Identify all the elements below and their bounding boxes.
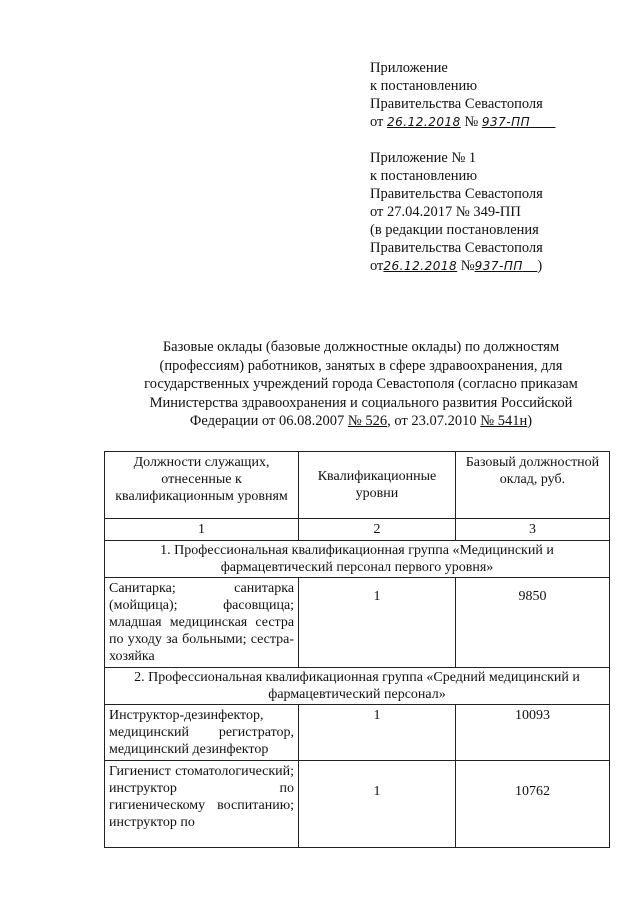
close-paren: ) [537, 258, 543, 274]
document-title [100, 338, 622, 431]
salary-cell: 9850 [455, 578, 609, 668]
table-row [105, 578, 610, 668]
column-number: 3 [455, 519, 609, 541]
handwritten-number: 937-ПП [474, 259, 523, 273]
positions-cell: Инструктор-дезинфектор, медицинский регистратор, медицинский дезинфектор [105, 705, 299, 761]
group-title: 2. Профессиональная квалификационная группа «Средний медицинский и фармацевтический персонал» [105, 668, 610, 705]
column-number-row [105, 519, 610, 541]
table-row [105, 705, 610, 761]
appendix-original-date: от 27.04.2017 № 349-ПП [370, 204, 521, 220]
title-line: Базовые оклады (базовые должностные оклады) по должностям [162, 339, 560, 355]
order-link[interactable]: № 541н [480, 413, 528, 429]
level-cell: 1 [299, 761, 456, 848]
column-number: 2 [299, 519, 456, 541]
appendix-issuer: Правительства Севастополя [370, 96, 543, 112]
salary-cell: 10762 [455, 761, 609, 848]
appendix-date-line [370, 113, 556, 131]
number-prefix: № [464, 114, 479, 130]
appendix-edition-issuer: Правительства Севастополя [370, 240, 543, 256]
group-row [105, 668, 610, 705]
salary-table [104, 451, 610, 848]
header-salary: Базовый должностной оклад, руб. [455, 452, 609, 519]
salary-cell: 10093 [455, 705, 609, 761]
title-line: государственных учреждений города Севастополя (согласно приказам [144, 376, 578, 392]
date-prefix: от [370, 258, 384, 274]
column-number: 1 [105, 519, 299, 541]
appendix-resolution-ref: к постановлению [370, 78, 478, 94]
header-positions: Должности служащих, отнесенные к квалификационным уровням [105, 452, 299, 519]
appendix-issuer: Правительства Севастополя [370, 186, 543, 202]
order-link[interactable]: № 526 [347, 413, 388, 429]
header-levels: Квалификационные уровни [299, 452, 456, 519]
title-line: (профессиям) работников, занятых в сфере здравоохранения, для [159, 357, 563, 374]
appendix-edition-note: (в редакции постановления [370, 222, 539, 238]
handwritten-number: 937-ПП [481, 115, 531, 129]
appendix-header-2 [370, 149, 543, 275]
positions-cell: Гигиенист стоматологический; инструктор по гигиеническому воспитанию; инструктор по [105, 761, 299, 848]
appendix-header-1 [370, 59, 556, 131]
group-row [105, 541, 610, 578]
table-header-row [105, 452, 610, 519]
appendix-resolution-ref: к постановлению [370, 168, 478, 184]
appendix-date-line [370, 257, 543, 275]
handwritten-date: 26.12.2018 [387, 115, 461, 129]
title-line: Министерства здравоохранения и социального развития Российской [149, 394, 573, 411]
level-cell: 1 [299, 578, 456, 668]
date-prefix: от [370, 114, 384, 130]
group-title: 1. Профессиональная квалификационная группа «Медицинский и фармацевтический персонал первого уровня» [105, 541, 610, 578]
table-row [105, 761, 610, 848]
positions-cell: Санитарка; санитарка (мойщица); фасовщица; младшая медицинская сестра по уходу за больными; сестра-хозяйка [105, 578, 299, 668]
appendix-title: Приложение [370, 60, 448, 76]
handwritten-date: 26.12.2018 [383, 259, 458, 273]
level-cell: 1 [299, 705, 456, 761]
appendix-title: Приложение № 1 [370, 150, 477, 166]
title-line: Федерации от 06.08.2007 № 526, от 23.07.2010 № 541н) [189, 413, 533, 429]
number-prefix: № [460, 258, 475, 274]
